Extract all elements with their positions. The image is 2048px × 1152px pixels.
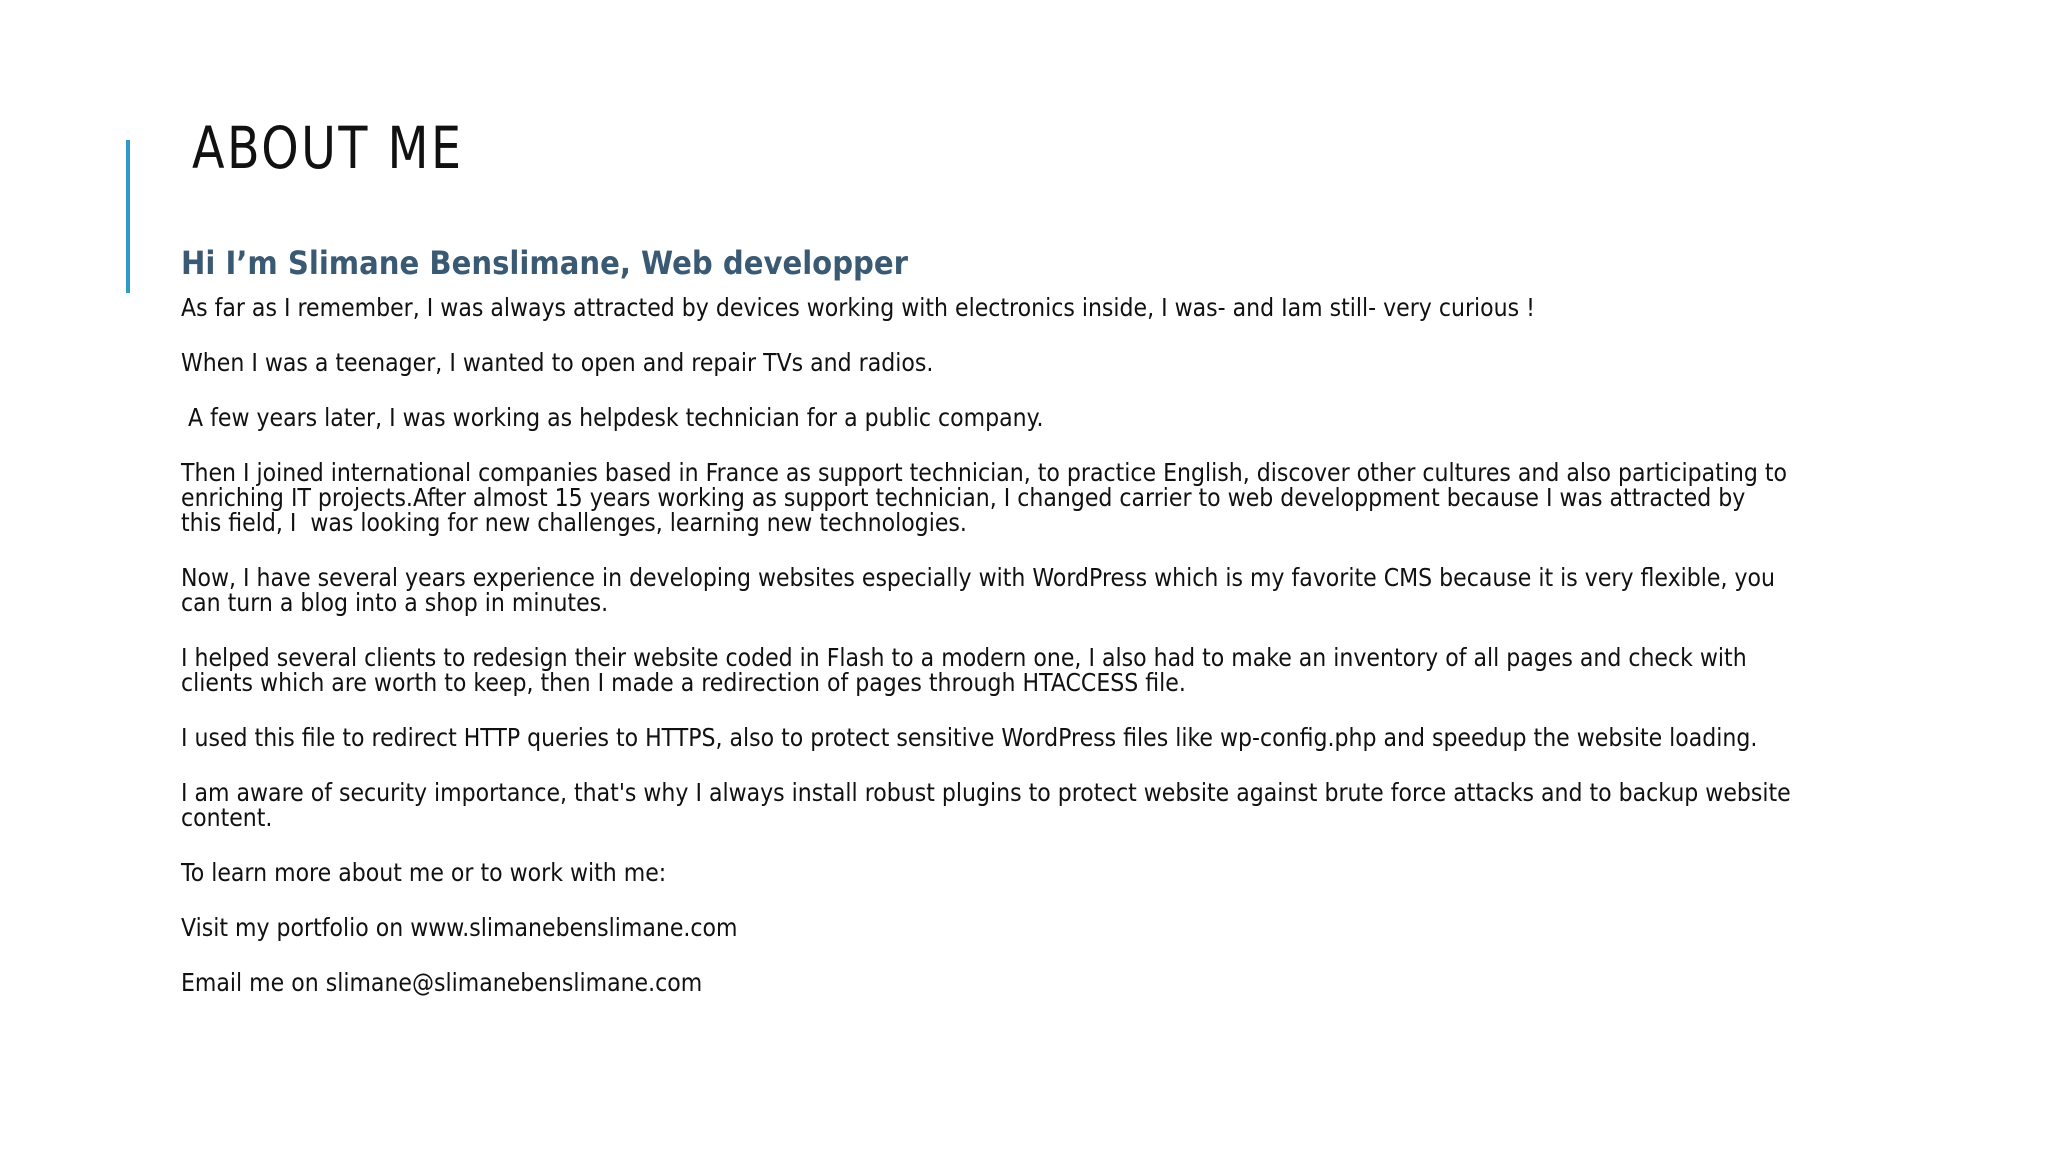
title-accent-bar xyxy=(126,140,130,293)
slide-content xyxy=(181,238,1801,1025)
paragraph-helpdesk: A few years later, I was working as helpdesk technician for a public company. xyxy=(181,403,1044,432)
intro-heading: Hi I’m Slimane Benslimane, Web developper xyxy=(181,244,908,282)
paragraph-security: I am aware of security importance, that's why I always install robust plugins to protect website against brute force attacks and to backup website content. xyxy=(181,778,1798,832)
body-paragraphs xyxy=(181,295,1801,995)
paragraph-redesign: I helped several clients to redesign their website coded in Flash to a modern one, I also had to make an inventory of all pages and check with clients which are worth to keep, then I made a redirection of pages through HTACCESS file. xyxy=(181,643,1754,697)
paragraph-wordpress: Now, I have several years experience in developing websites especially with WordPress which is my favorite CMS because it is very flexible, you can turn a blog into a shop in minutes. xyxy=(181,563,1783,617)
paragraph-portfolio: Visit my portfolio on www.slimanebenslimane.com xyxy=(181,913,738,942)
slide-title: ABOUT ME xyxy=(192,114,464,182)
paragraph-htaccess: I used this file to redirect HTTP queries to HTTPS, also to protect sensitive WordPress files like wp-config.php and speedup the website loading. xyxy=(181,723,1758,752)
paragraph-email: Email me on slimane@slimanebenslimane.com xyxy=(181,968,703,997)
paragraph-teenager: When I was a teenager, I wanted to open and repair TVs and radios. xyxy=(181,348,934,377)
paragraph-career-change: Then I joined international companies based in France as support technician, to practice English, discover other cultures and also participating to enriching IT projects.After almost 15 years working as support technician, I changed carrier to web developpment because I was attracted by this field, I was looking for new challenges, learning new technologies. xyxy=(181,458,1795,537)
paragraph-curiosity: As far as I remember, I was always attracted by devices working with electronics inside, I was- and Iam still- very curious ! xyxy=(181,293,1535,322)
paragraph-learn-more: To learn more about me or to work with me: xyxy=(181,858,667,887)
